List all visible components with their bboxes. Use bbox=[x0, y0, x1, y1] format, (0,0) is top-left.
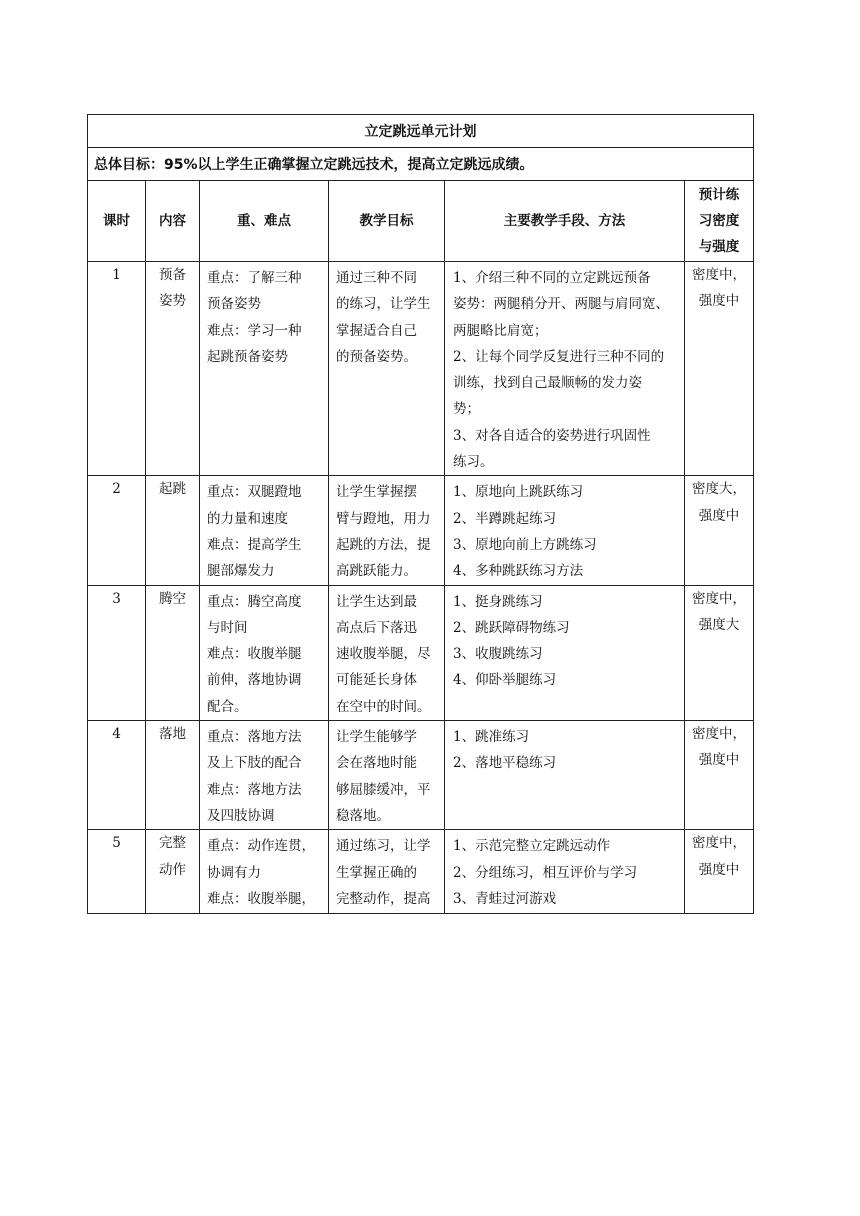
cell-methods-line: 2、分组练习，相互评价与学习 bbox=[453, 864, 638, 881]
cell-key-points-line: 难点：收腹举腿 bbox=[207, 646, 302, 663]
cell-intensity-line: 强度中 bbox=[698, 861, 740, 878]
cell-methods-line: 练习。 bbox=[453, 454, 494, 471]
header-lesson: 课时 bbox=[88, 181, 146, 262]
cell-key-points-line: 的力量和速度 bbox=[207, 510, 288, 527]
header-key-points: 重、难点 bbox=[200, 181, 329, 262]
cell-objective-line: 可能延长身体 bbox=[336, 672, 417, 689]
cell-intensity-line: 强度中 bbox=[698, 752, 740, 769]
cell-objective-line: 会在落地时能 bbox=[336, 755, 417, 772]
cell-intensity bbox=[685, 262, 754, 476]
cell-key-points-line: 难点：收腹举腿， bbox=[207, 890, 315, 907]
cell-objective-line: 的预备姿势。 bbox=[336, 348, 417, 365]
header-objective: 教学目标 bbox=[329, 181, 445, 262]
cell-key-points-line: 重点：双腿蹬地 bbox=[207, 484, 302, 501]
cell-intensity-line: 密度中， bbox=[692, 726, 747, 743]
header-content: 内容 bbox=[146, 181, 200, 262]
cell-content bbox=[146, 262, 200, 476]
cell-methods-line: 3、青蛙过河游戏 bbox=[453, 890, 557, 907]
cell-content-line: 预备 bbox=[159, 267, 186, 283]
cell-key-points-line: 重点：腾空高度 bbox=[207, 593, 302, 610]
cell-key-points-line: 与时间 bbox=[207, 619, 248, 636]
cell-key-points-line: 配合。 bbox=[207, 698, 248, 715]
cell-methods-line: 1、原地向上跳跃练习 bbox=[453, 484, 584, 501]
cell-intensity-line: 密度大， bbox=[692, 481, 747, 498]
cell-objective-line: 的练习，让学生 bbox=[336, 296, 431, 313]
cell-objective bbox=[329, 585, 445, 720]
cell-key-points-line: 难点：学习一种 bbox=[207, 322, 302, 339]
cell-intensity-line: 密度中， bbox=[692, 267, 747, 283]
cell-content bbox=[146, 476, 200, 585]
cell-key-points-line: 前伸，落地协调 bbox=[207, 672, 302, 689]
cell-key-points bbox=[200, 830, 329, 914]
cell-methods-line: 1、挺身跳练习 bbox=[453, 593, 543, 610]
cell-objective-line: 掌握适合自己 bbox=[336, 322, 417, 339]
cell-key-points bbox=[200, 585, 329, 720]
header-row bbox=[88, 181, 754, 262]
cell-objective-line: 让学生掌握摆 bbox=[336, 484, 417, 501]
cell-intensity bbox=[685, 721, 754, 830]
cell-intensity-line: 强度大 bbox=[698, 616, 740, 633]
cell-objective-line: 生掌握正确的 bbox=[336, 864, 417, 881]
cell-methods bbox=[445, 262, 685, 476]
cell-methods-line: 1、跳准练习 bbox=[453, 729, 530, 746]
overall-goal: 总体目标：95%以上学生正确掌握立定跳远技术，提高立定跳远成绩。 bbox=[88, 148, 754, 181]
cell-methods-line: 两腿略比肩宽； bbox=[453, 322, 548, 339]
cell-key-points-line: 重点：了解三种 bbox=[207, 270, 302, 286]
cell-methods-line: 训练，找到自己最顺畅的发力姿 bbox=[453, 375, 642, 392]
cell-methods bbox=[445, 721, 685, 830]
cell-content bbox=[146, 830, 200, 914]
cell-objective-line: 通过练习，让学 bbox=[336, 838, 431, 855]
cell-methods bbox=[445, 585, 685, 720]
cell-objective-line: 让学生能够学 bbox=[336, 729, 417, 746]
cell-objective-line: 速收腹举腿，尽 bbox=[336, 646, 431, 663]
cell-objective bbox=[329, 476, 445, 585]
cell-key-points-line: 及上下肢的配合 bbox=[207, 755, 302, 772]
cell-objective-line: 稳落地。 bbox=[336, 807, 390, 824]
cell-lesson: 4 bbox=[88, 721, 146, 830]
cell-methods-line: 4、多种跳跃练习方法 bbox=[453, 563, 584, 580]
cell-content-line: 动作 bbox=[159, 861, 186, 878]
header-intensity-line: 预计练 bbox=[698, 187, 740, 203]
cell-objective-line: 在空中的时间。 bbox=[336, 698, 431, 715]
cell-key-points-line: 腿部爆发力 bbox=[207, 563, 275, 580]
cell-key-points-line: 起跳预备姿势 bbox=[207, 348, 288, 365]
cell-objective-line: 够屈膝缓冲，平 bbox=[336, 781, 431, 798]
cell-key-points-line: 重点：动作连贯， bbox=[207, 838, 315, 855]
cell-content-line: 腾空 bbox=[159, 590, 186, 607]
cell-content-line: 落地 bbox=[159, 726, 186, 743]
cell-methods-line: 1、示范完整立定跳远动作 bbox=[453, 838, 611, 855]
cell-objective bbox=[329, 262, 445, 476]
table-row bbox=[88, 476, 754, 585]
cell-methods-line: 姿势：两腿稍分开、两腿与肩同宽、 bbox=[453, 296, 669, 313]
cell-objective-line: 让学生达到最 bbox=[336, 593, 417, 610]
cell-objective-line: 臂与蹬地，用力 bbox=[336, 510, 431, 527]
cell-methods-line: 势； bbox=[453, 401, 480, 418]
cell-key-points-line: 重点：落地方法 bbox=[207, 729, 302, 746]
cell-key-points bbox=[200, 262, 329, 476]
cell-objective-line: 高跳跃能力。 bbox=[336, 563, 417, 580]
cell-content bbox=[146, 585, 200, 720]
cell-objective bbox=[329, 830, 445, 914]
table-row bbox=[88, 262, 754, 476]
cell-lesson: 3 bbox=[88, 585, 146, 720]
cell-lesson: 2 bbox=[88, 476, 146, 585]
cell-key-points bbox=[200, 476, 329, 585]
cell-intensity bbox=[685, 585, 754, 720]
cell-key-points bbox=[200, 721, 329, 830]
cell-content-line: 起跳 bbox=[159, 481, 186, 498]
cell-objective-line: 起跳的方法，提 bbox=[336, 536, 431, 553]
table-title: 立定跳远单元计划 bbox=[88, 115, 754, 148]
cell-content-line: 完整 bbox=[159, 835, 186, 852]
cell-intensity bbox=[685, 476, 754, 585]
cell-intensity bbox=[685, 830, 754, 914]
cell-methods-line: 3、收腹跳练习 bbox=[453, 646, 543, 663]
cell-key-points-line: 协调有力 bbox=[207, 864, 261, 881]
header-intensity bbox=[685, 181, 754, 262]
cell-lesson: 1 bbox=[88, 262, 146, 476]
cell-methods bbox=[445, 830, 685, 914]
cell-methods-line: 2、跳跃障碍物练习 bbox=[453, 619, 570, 636]
cell-methods-line: 2、落地平稳练习 bbox=[453, 755, 557, 772]
cell-objective bbox=[329, 721, 445, 830]
table-row bbox=[88, 585, 754, 720]
cell-intensity-line: 强度中 bbox=[698, 507, 740, 524]
header-intensity-line: 习密度 bbox=[698, 213, 740, 229]
table-row bbox=[88, 830, 754, 914]
cell-intensity-line: 密度中， bbox=[692, 835, 747, 852]
cell-content-line: 姿势 bbox=[159, 293, 186, 310]
cell-key-points-line: 预备姿势 bbox=[207, 296, 261, 313]
header-intensity-line: 与强度 bbox=[698, 239, 740, 255]
cell-methods-line: 1、介绍三种不同的立定跳远预备 bbox=[453, 270, 651, 286]
cell-key-points-line: 及四肢协调 bbox=[207, 807, 275, 824]
cell-methods-line: 4、仰卧举腿练习 bbox=[453, 672, 557, 689]
cell-key-points-line: 难点：提高学生 bbox=[207, 536, 302, 553]
cell-methods-line: 3、对各自适合的姿势进行巩固性 bbox=[453, 427, 651, 444]
unit-plan-table bbox=[87, 114, 754, 914]
cell-objective-line: 通过三种不同 bbox=[336, 270, 417, 286]
cell-key-points-line: 难点：落地方法 bbox=[207, 781, 302, 798]
cell-objective-line: 高点后下落迅 bbox=[336, 619, 417, 636]
cell-intensity-line: 密度中， bbox=[692, 590, 747, 607]
cell-methods-line: 2、让每个同学反复进行三种不同的 bbox=[453, 348, 665, 365]
cell-intensity-line: 强度中 bbox=[698, 293, 740, 310]
cell-methods-line: 2、半蹲跳起练习 bbox=[453, 510, 557, 527]
cell-methods-line: 3、原地向前上方跳练习 bbox=[453, 536, 597, 553]
cell-lesson: 5 bbox=[88, 830, 146, 914]
cell-objective-line: 完整动作，提高 bbox=[336, 890, 431, 907]
header-methods: 主要教学手段、方法 bbox=[445, 181, 685, 262]
cell-methods bbox=[445, 476, 685, 585]
cell-content bbox=[146, 721, 200, 830]
table-row bbox=[88, 721, 754, 830]
